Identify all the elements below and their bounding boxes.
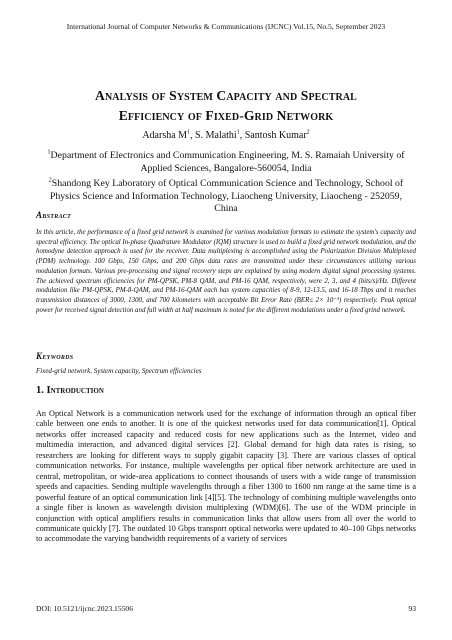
introduction-text: An Optical Network is a communication network used for the exchange of information through an optical fiber cable between one ends to another. It is one of the quickest networks used for data communication[1]. Optical networks offer increased capacity and reduced costs for new applications such as the Internet, video and multimedia interaction, and advanced digital services [2]. Global demand for high data rates is rising, so researchers are looking for different ways to supply gigabit capacity [3]. There are various classes of optical communication networks. For instance, multiple wavelengths per optical fiber network architecture are used in central, metropolitan, or wide-area applications to connect thousands of users with a wide range of transmission speeds and capacities. Sending multiple wavelengths through a fiber 1300 to 1600 nm range at the same time is a powerful feature of an optical communication link [4][5]. The technology of combining multiple wavelengths onto a single fiber is known as wavelength division multiplexing (WDM)[6]. The use of the WDM principle in conjunction with optical amplifiers results in communication links that allow users from all over the world to communicate quickly [7]. The outdated 10 Gbps transport optical networks were updated to 40–100 Gbps networks to accommodate the varying bandwidth requirements of a variety of services <box>36 409 416 544</box>
keywords-text: Fixed-grid network, System capacity, Spectrum efficiencies <box>36 367 202 375</box>
author-1: Adarsha M <box>142 130 188 141</box>
page-footer <box>36 604 416 613</box>
title-line-2: Efficiency of Fixed-Grid Network <box>118 108 334 123</box>
author-1-affil-mark: 1 <box>187 129 191 136</box>
affiliation-1-mark: 1 <box>47 149 51 156</box>
doi-text: DOI: 10.5121/ijcnc.2023.15506 <box>36 604 134 613</box>
page-number: 93 <box>408 604 416 613</box>
keywords-heading: Keywords <box>36 351 74 361</box>
affiliations <box>40 150 412 219</box>
author-separator: , <box>239 130 245 141</box>
author-list <box>40 130 412 141</box>
introduction-heading: 1. Introduction <box>36 385 104 396</box>
affiliation-1-text: Department of Electronics and Communication Engineering, M. S. Ramaiah University of Applied Sciences, Bangalore-560054, India <box>50 150 405 174</box>
author-2: S. Malathi <box>195 130 237 141</box>
paper-title <box>40 86 412 126</box>
abstract-heading: Abstract <box>36 210 72 220</box>
abstract-text: In this article, the performance of a fixed grid network is examined for various modulation formats to estimate the system's capacity and spectral efficiency. The optical In-phase Quadrature Modulator (IQM) structure is used to build a fixed grid network modulation, and the homodyne detection approach is used for the receiver. Data multiplexing is accomplished using the Polarization Division Multiplexed (PDM) technology. 100 Gbps, 150 Gbps, and 200 Gbps data rates are transmitted under these circumstances utilizing various modulation formats. Various pre-processing and signal recovery steps are explained by using modern digital signal processing systems. The achieved spectrum efficiencies for PM-QPSK, PM-8 QAM, and PM-16 QAM, respectively, were 2, 3, and 4 (bits/s)/Hz. Different modulation like PM-QPSK, PM-8-QAM, and PM-16-QAM each has system capacities of 8-9, 12-13.5, and 16-18 Tbps and it reaches transmission distances of 3000, 1300, and 700 kilometers with acceptable Bit Error Rate (BER≤ 2× 10⁻³) respectively. Peak optical power for received signal detection and full width at half maximum is noted for the different modulations under a fixed grind network. <box>36 229 416 314</box>
author-3: Santosh Kumar <box>244 130 307 141</box>
affiliation-2-text: Shandong Key Laboratory of Optical Communication Science and Technology, School of Physics Science and Information Technology, Liaocheng University, Liaocheng - 252059, China <box>49 178 404 215</box>
affiliation-1 <box>40 150 412 175</box>
author-2-affil-mark: 1 <box>236 129 240 136</box>
affiliation-2-mark: 2 <box>48 177 52 184</box>
title-line-1: Analysis of System Capacity and Spectral <box>95 88 357 103</box>
author-separator: , <box>190 130 196 141</box>
author-3-affil-mark: 2 <box>306 129 310 136</box>
affiliation-2 <box>40 178 412 216</box>
journal-header: International Journal of Computer Networks & Communications (IJCNC) Vol.15, No.5, September 2023 <box>66 22 386 31</box>
